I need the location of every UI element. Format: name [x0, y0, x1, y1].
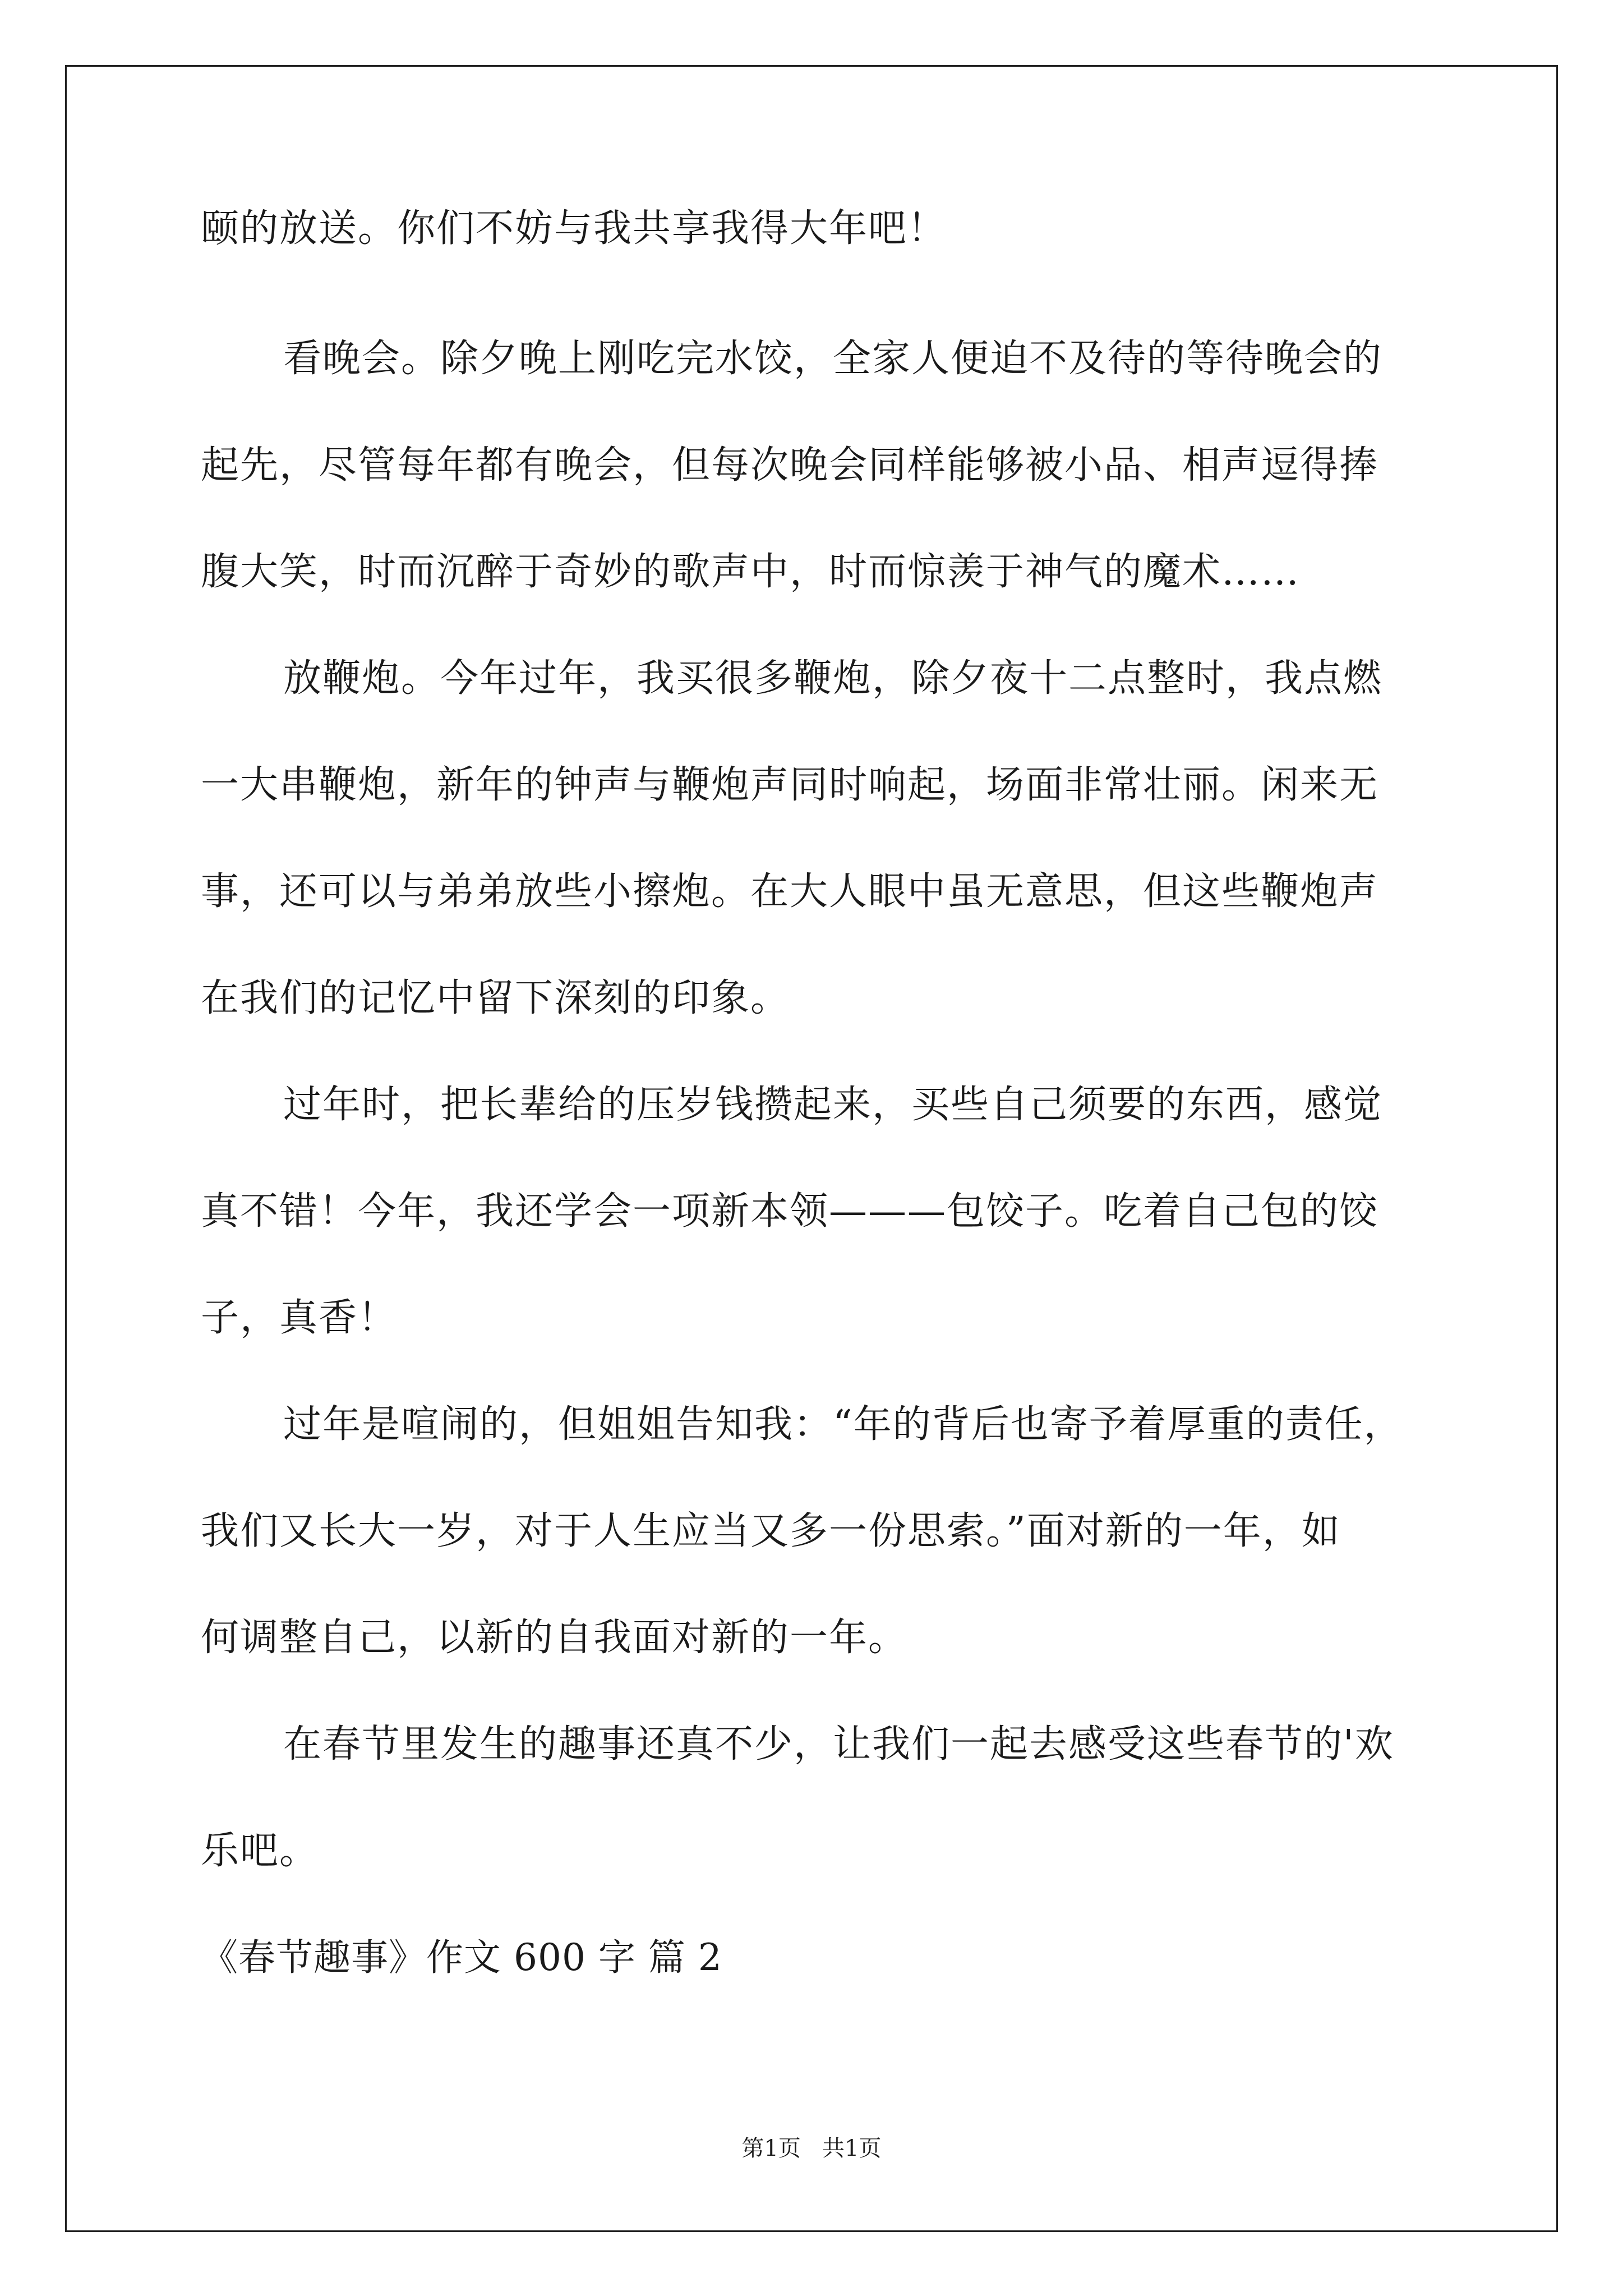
text-line: 在春节里发生的趣事还真不少，让我们一起去感受这些春节的'欢	[283, 1722, 1394, 1766]
page-footer: 第1页 共1页	[741, 2136, 882, 2161]
text-line: 颐的放送。你们不妨与我共享我得大年吧！	[201, 206, 947, 251]
section-heading: 《春节趣事》作文 600 字 篇 2	[201, 1936, 722, 1979]
text-line: 在我们的记忆中留下深刻的印象。	[201, 976, 790, 1020]
text-line: 起先，尽管每年都有晚会，但每次晚会同样能够被小品、相声逗得捧	[201, 443, 1379, 487]
text-line: 何调整自己，以新的自我面对新的一年。	[201, 1616, 908, 1660]
text-line: 看晚会。除夕晚上刚吃完水饺，全家人便迫不及待的等待晚会的	[283, 337, 1383, 381]
text-line: 一大串鞭炮，新年的钟声与鞭炮声同时响起，场面非常壮丽。闲来无	[201, 763, 1379, 807]
text-line: 过年是喧闹的，但姐姐告知我：“年的背后也寄予着厚重的责任，	[283, 1402, 1403, 1447]
page-border	[65, 65, 1558, 2232]
text-line: 子，真香！	[201, 1296, 398, 1340]
text-line: 我们又长大一岁，对于人生应当又多一份思索。”面对新的一年，如	[201, 1509, 1341, 1553]
text-line: 事，还可以与弟弟放些小擦炮。在大人眼中虽无意思，但这些鞭炮声	[201, 869, 1379, 914]
text-line: 过年时，把长辈给的压岁钱攒起来，买些自己须要的东西，感觉	[283, 1083, 1383, 1127]
text-line: 放鞭炮。今年过年，我买很多鞭炮，除夕夜十二点整时，我点燃	[283, 656, 1383, 701]
text-line: 真不错！今年，我还学会一项新本领———包饺子。吃着自己包的饺	[201, 1189, 1379, 1234]
text-line: 乐吧。	[201, 1829, 319, 1873]
text-line: 腹大笑，时而沉醉于奇妙的歌声中，时而惊羡于神气的魔术……	[201, 550, 1301, 594]
